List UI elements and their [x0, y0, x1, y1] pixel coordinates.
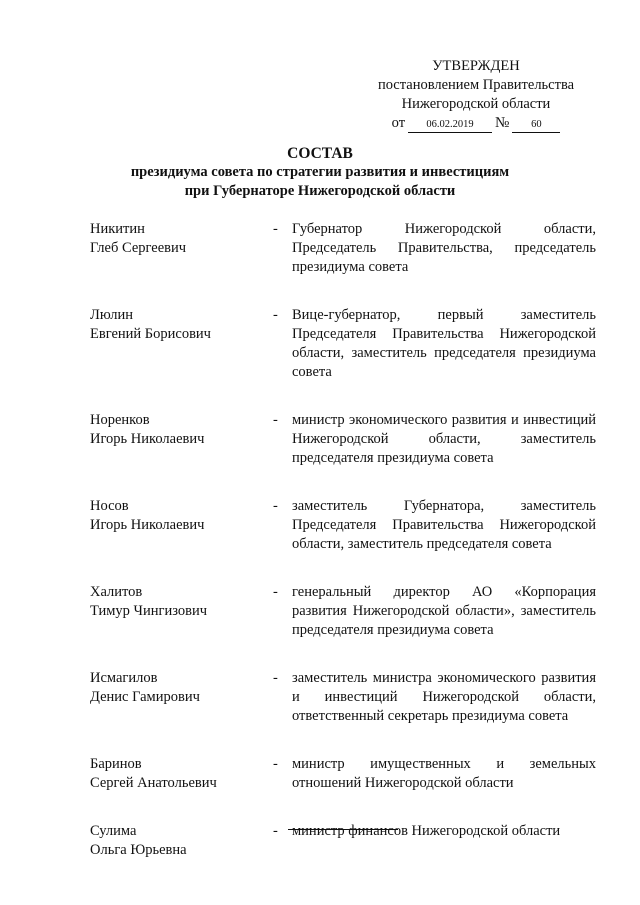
member-item — [90, 669, 596, 726]
member-given-name: Тимур Чингизович — [90, 603, 207, 619]
title-line-1: СОСТАВ — [287, 145, 353, 162]
member-surname: Носов — [90, 498, 129, 514]
member-item — [90, 822, 596, 860]
member-given-name: Ольга Юрьевна — [90, 842, 187, 858]
number-sign: № — [495, 115, 510, 131]
approval-stamp — [360, 57, 592, 133]
member-dash: - — [273, 823, 278, 839]
document-title — [0, 144, 640, 201]
member-surname: Халитов — [90, 584, 143, 600]
member-dash: - — [273, 498, 278, 514]
member-name — [90, 583, 273, 640]
member-role: Вице-губернатор, первый заместитель Председателя Правительства Нижегородской области, заместитель председателя президиума совета — [292, 307, 596, 380]
approved-region-label: Нижегородской области — [401, 96, 551, 112]
member-role: генеральный директор АО «Корпорация развития Нижегородской области», заместитель председателя президиума совета — [292, 584, 596, 638]
member-item — [90, 220, 596, 277]
member-name — [90, 669, 273, 726]
member-given-name: Денис Гамирович — [90, 689, 200, 705]
member-name — [90, 220, 273, 277]
member-item — [90, 306, 596, 382]
member-item — [90, 411, 596, 468]
approval-date-line — [360, 114, 592, 133]
approved-by-label: постановлением Правительства — [377, 77, 575, 93]
member-role: Губернатор Нижегородской области, Председатель Правительства, председатель президиума совета — [292, 221, 596, 275]
member-role: министр экономического развития и инвестиций Нижегородской области, заместитель председателя президиума совета — [292, 412, 596, 466]
member-surname: Исмагилов — [90, 670, 158, 686]
members-list — [90, 220, 596, 889]
approval-number: 60 — [512, 118, 560, 133]
member-role: заместитель министра экономического развития и инвестиций Нижегородской области, ответственный секретарь президиума совета — [292, 670, 596, 724]
member-given-name: Игорь Николаевич — [90, 517, 205, 533]
member-name — [90, 497, 273, 554]
member-role: министр финансов Нижегородской области — [292, 823, 561, 839]
member-surname: Норенков — [90, 412, 150, 428]
member-surname: Люлин — [90, 307, 134, 323]
member-item — [90, 755, 596, 793]
from-label: от — [391, 115, 406, 131]
member-dash: - — [273, 584, 278, 600]
member-given-name: Глеб Сергеевич — [90, 240, 187, 256]
member-role: заместитель Губернатора, заместитель Председателя Правительства Нижегородской области, заместитель председателя совета — [292, 498, 596, 552]
member-surname: Никитин — [90, 221, 145, 237]
member-name — [90, 755, 273, 793]
member-item — [90, 497, 596, 554]
member-dash: - — [273, 221, 278, 237]
member-given-name: Евгений Борисович — [90, 326, 211, 342]
member-dash: - — [273, 412, 278, 428]
member-surname: Баринов — [90, 756, 142, 772]
member-dash: - — [273, 307, 278, 323]
title-line-3: при Губернаторе Нижегородской области — [184, 183, 456, 199]
member-given-name: Игорь Николаевич — [90, 431, 205, 447]
member-dash: - — [273, 756, 278, 772]
approved-label: УТВЕРЖДЕН — [432, 58, 520, 74]
bottom-divider — [288, 829, 398, 830]
member-name — [90, 411, 273, 468]
member-name — [90, 822, 273, 860]
member-item — [90, 583, 596, 640]
member-given-name: Сергей Анатольевич — [90, 775, 217, 791]
member-name — [90, 306, 273, 382]
member-surname: Сулима — [90, 823, 137, 839]
member-dash: - — [273, 670, 278, 686]
title-line-2: президиума совета по стратегии развития и инвестициям — [130, 164, 510, 180]
approval-date: 06.02.2019 — [408, 118, 492, 133]
member-role: министр имущественных и земельных отношений Нижегородской области — [292, 756, 596, 791]
